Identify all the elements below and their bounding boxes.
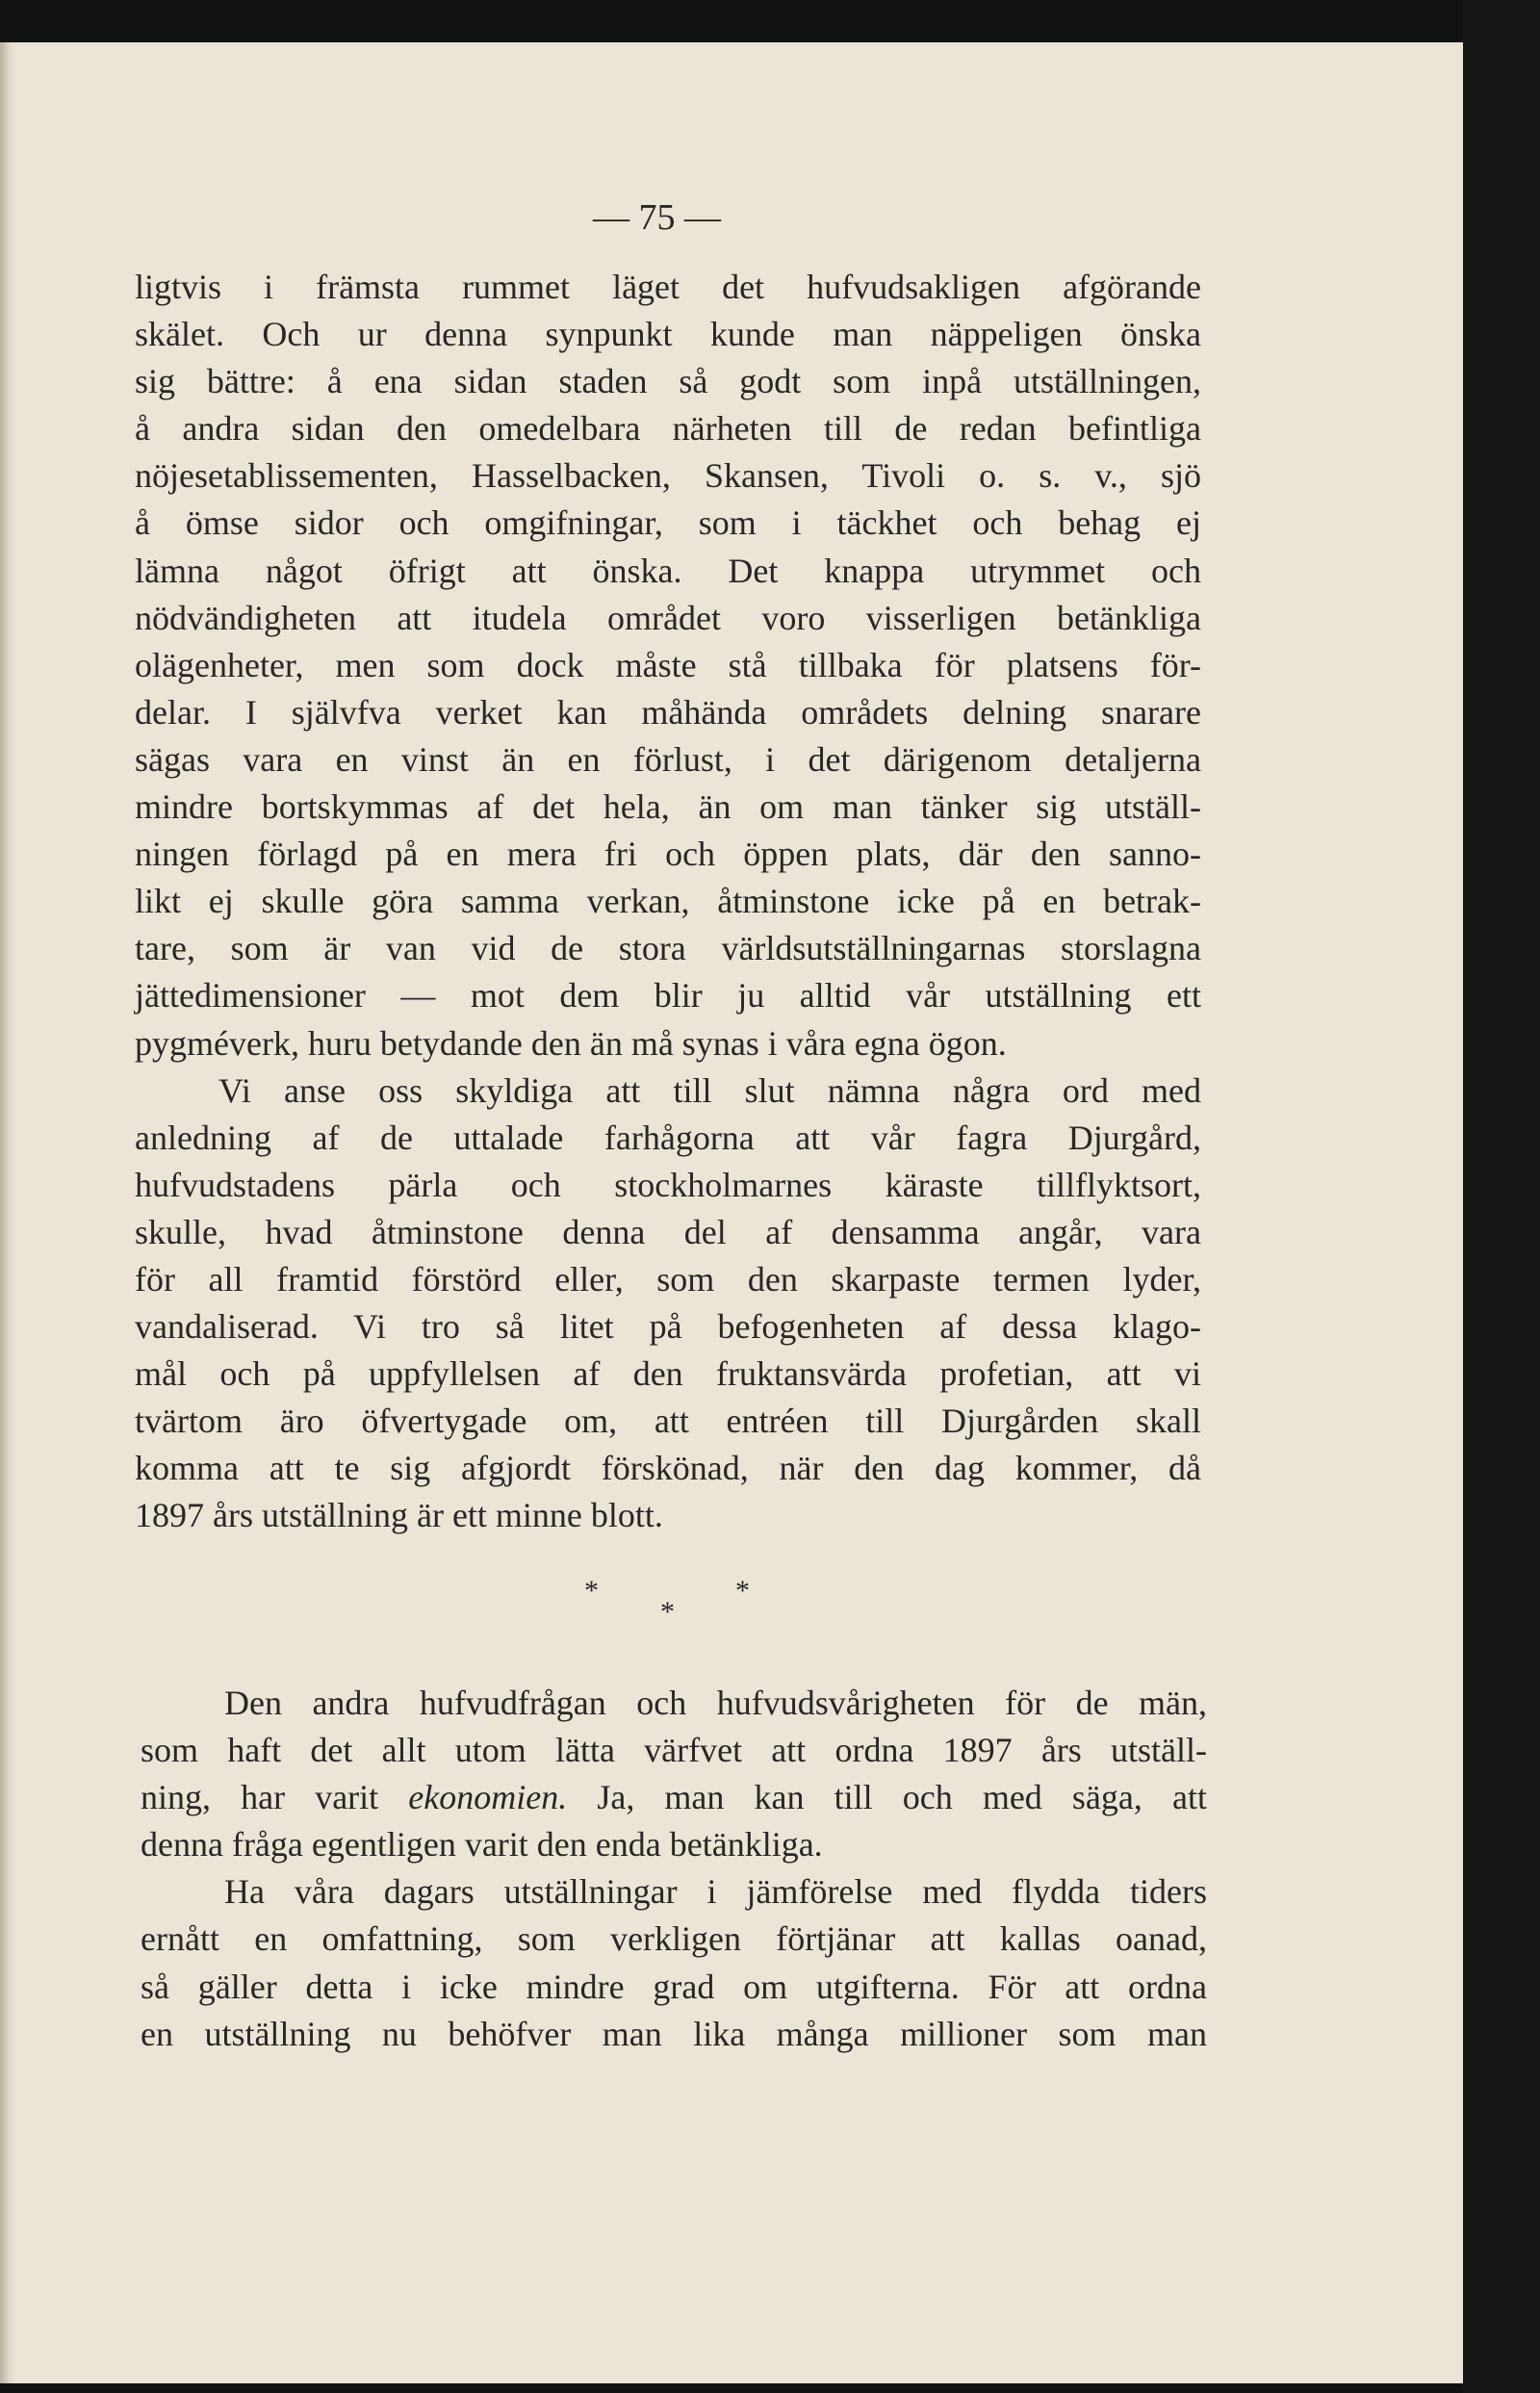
text-line: en utställning nu behöfver man lika många millioner som man: [141, 2014, 1207, 2053]
text-line: å andra sidan den omedelbara närheten till de redan befintliga: [135, 409, 1201, 449]
separator-asterisk: *: [735, 1575, 750, 1607]
text-section-2: [141, 1680, 1207, 2058]
text-line: mål och på uppfyllelsen af den fruktansvärda profetian, att vi: [135, 1354, 1201, 1394]
text-line: tare, som är van vid de stora världsutställningarnas storslagna: [135, 929, 1201, 968]
text-line: å ömse sidor och omgifningar, som i täckhet och behag ej: [135, 503, 1201, 543]
text-line: komma att te sig afgjordt förskönad, när den dag kommer, då: [135, 1449, 1201, 1488]
text-line: vandaliserad. Vi tro så litet på befogenheten af dessa klago-: [135, 1307, 1201, 1347]
text-line: nöjesetablissementen, Hasselbacken, Skansen, Tivoli o. s. v., sjö: [135, 456, 1201, 496]
text-segment: ning, har varit: [141, 1778, 409, 1817]
text-section-1: [135, 264, 1201, 1540]
text-line: [141, 1774, 1207, 1821]
text-line: som haft det allt utom lätta värfvet att ordna 1897 års utställ-: [141, 1731, 1207, 1770]
text-line: sägas vara en vinst än en förlust, i det därigenom detaljerna: [135, 739, 1201, 779]
text-line: likt ej skulle göra samma verkan, åtminstone icke på en betrak-: [135, 882, 1201, 921]
text-line: Vi anse oss skyldiga att till slut nämna några ord med: [218, 1070, 1201, 1110]
text-line: jättedimensioner — mot dem blir ju alltid vår utställning ett: [135, 976, 1201, 1016]
text-line: ningen förlagd på en mera fri och öppen plats, där den sanno-: [135, 835, 1201, 874]
text-line: nödvändigheten att itudela området voro visserligen betänkliga: [135, 598, 1201, 637]
text-line: ligtvis i främsta rummet läget det hufvudsakligen afgörande: [135, 268, 1201, 306]
text-line: Ha våra dagars utställningar i jämförelse med flydda tiders: [224, 1872, 1207, 1912]
text-line: pygméverk, huru betydande den än må synas i våra egna ögon.: [135, 1023, 1007, 1063]
text-line: hufvudstadens pärla och stockholmarnes käraste tillflyktsort,: [135, 1165, 1201, 1204]
text-line: mindre bortskymmas af det hela, än om man tänker sig utställ-: [135, 787, 1201, 827]
separator-asterisk: *: [660, 1596, 675, 1628]
text-line: delar. I självfva verket kan måhända områdets delning snarare: [135, 692, 1201, 732]
text-line: skulle, hvad åtminstone denna del af densamma angår, vara: [135, 1212, 1201, 1251]
text-line: skälet. Och ur denna synpunkt kunde man näppeligen önska: [135, 315, 1201, 354]
separator-asterisk: *: [584, 1575, 599, 1607]
text-line: anledning af de uttalade farhågorna att vår fagra Djurgård,: [135, 1118, 1201, 1157]
text-line: lämna något öfrigt att önska. Det knappa utrymmet och: [135, 551, 1201, 590]
text-line: denna fråga egentligen varit den enda betänkliga.: [141, 1825, 823, 1865]
text-line: så gäller detta i icke mindre grad om utgifterna. För att ordna: [141, 1967, 1207, 2006]
text-line: Den andra hufvudfrågan och hufvudsvårigheten för de män,: [224, 1684, 1207, 1722]
text-line: för all framtid förstörd eller, som den skarpaste termen lyder,: [135, 1259, 1201, 1299]
text-line: 1897 års utställning är ett minne blott.: [135, 1496, 663, 1535]
text-line: sig bättre: å ena sidan staden så godt som inpå utställningen,: [135, 362, 1201, 401]
section-separator: [0, 1575, 1463, 1633]
text-segment: Ja, man kan till och med säga, att: [567, 1778, 1207, 1817]
page-number: — 75 —: [593, 197, 721, 238]
text-line: olägenheter, men som dock måste stå tillbaka för platsens för-: [135, 645, 1201, 684]
italic-term: ekonomien.: [408, 1778, 568, 1817]
scan-border: [1463, 0, 1540, 2393]
text-line: tvärtom äro öfvertygade om, att entréen till Djurgården skall: [135, 1402, 1201, 1441]
text-line: ernått en omfattning, som verkligen förtjänar att kallas oanad,: [141, 1919, 1207, 1959]
